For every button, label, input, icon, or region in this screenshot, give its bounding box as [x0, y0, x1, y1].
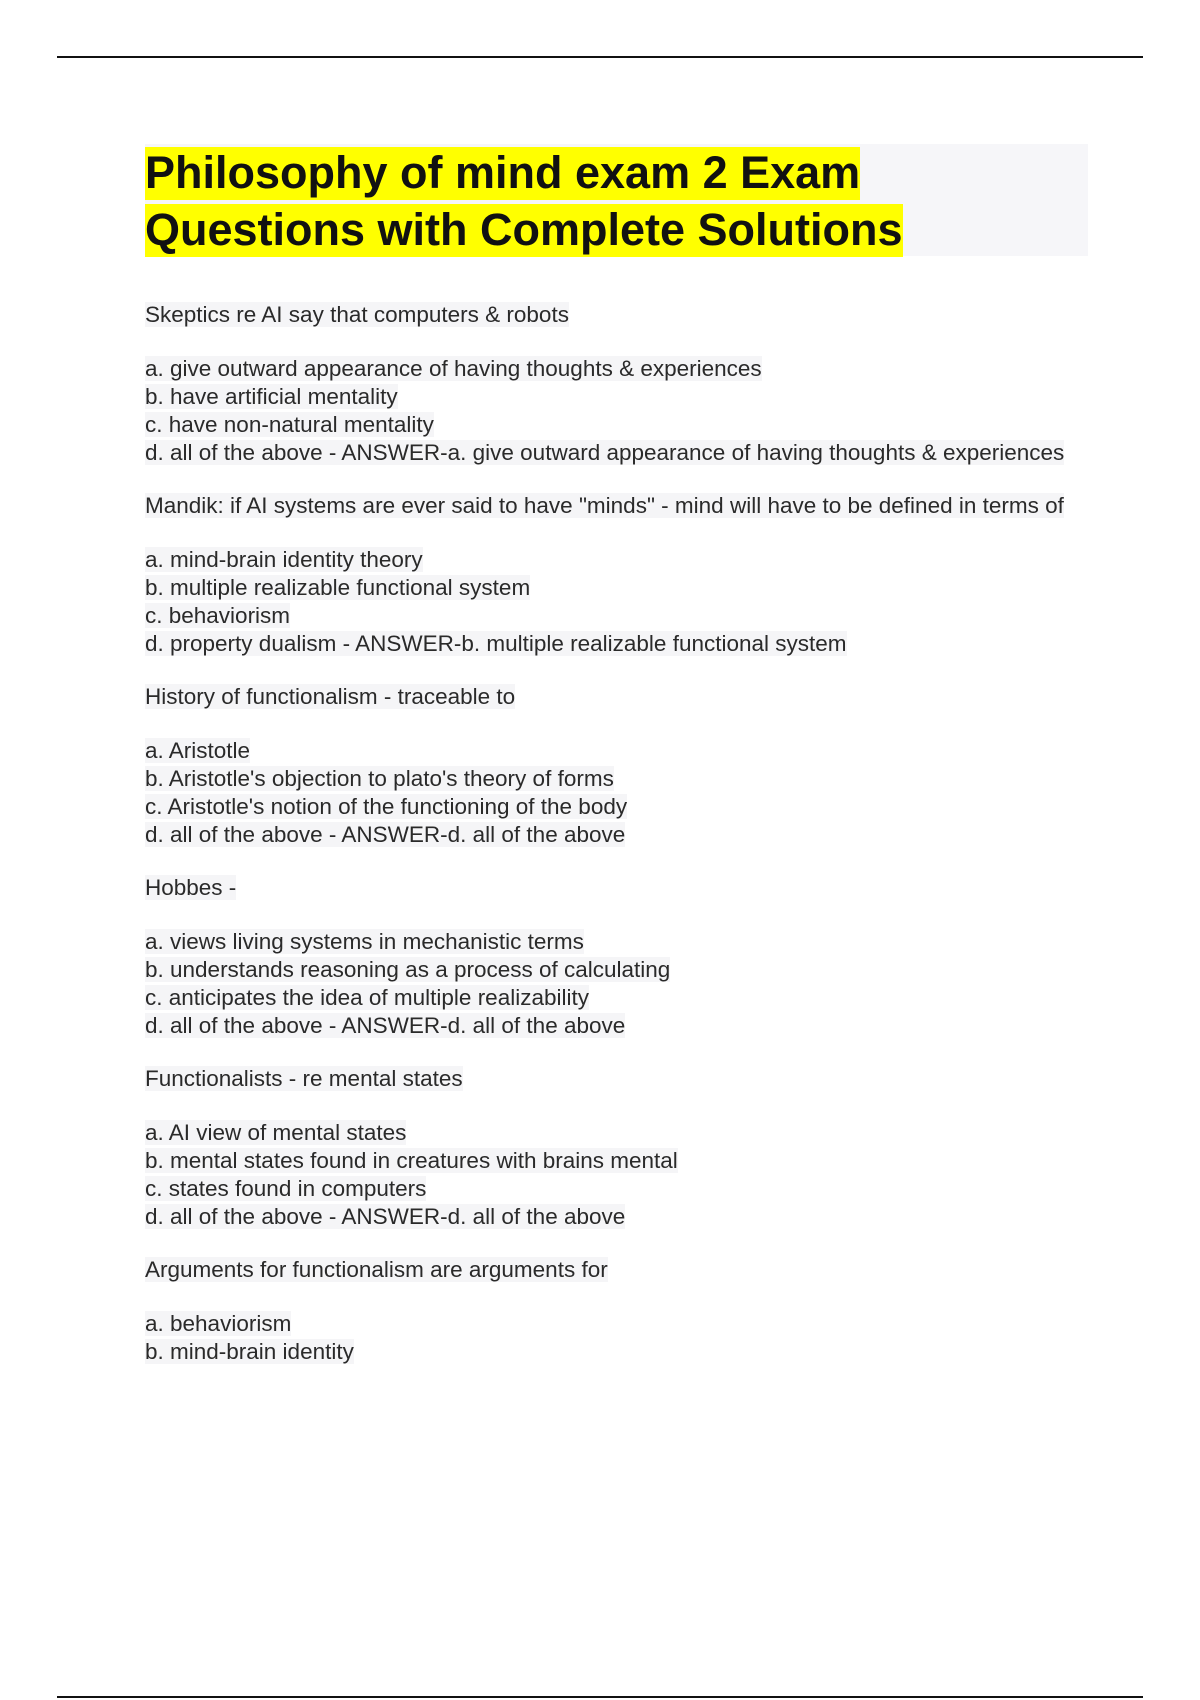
question-block: [145, 1065, 1075, 1231]
question-block: [145, 301, 1075, 467]
option-answer: d. all of the above - ANSWER-a. give outward appearance of having thoughts & experiences: [145, 440, 1065, 465]
option-answer: d. property dualism - ANSWER-b. multiple realizable functional system: [145, 631, 847, 656]
title-block: [145, 144, 1088, 256]
page-title: [145, 144, 1088, 258]
option: c. anticipates the idea of multiple realizability: [145, 985, 589, 1010]
option: a. mind-brain identity theory: [145, 547, 423, 572]
option-answer: d. all of the above - ANSWER-d. all of the above: [145, 1204, 626, 1229]
option: c. Aristotle's notion of the functioning of the body: [145, 794, 628, 819]
option: a. behaviorism: [145, 1311, 292, 1336]
question-block: [145, 492, 1075, 658]
question-text: Arguments for functionalism are arguments for: [145, 1257, 608, 1282]
option: b. mental states found in creatures with brains mental: [145, 1148, 678, 1173]
option: b. Aristotle's objection to plato's theory of forms: [145, 766, 614, 791]
option: c. have non-natural mentality: [145, 412, 434, 437]
option: a. AI view of mental states: [145, 1120, 407, 1145]
question-text: Functionalists - re mental states: [145, 1066, 463, 1091]
question-block: [145, 1256, 1075, 1366]
option-answer: d. all of the above - ANSWER-d. all of the above: [145, 822, 626, 847]
option: b. mind-brain identity: [145, 1339, 354, 1364]
option: a. give outward appearance of having thoughts & experiences: [145, 356, 762, 381]
option: a. views living systems in mechanistic terms: [145, 929, 584, 954]
option: a. Aristotle: [145, 738, 251, 763]
option: b. multiple realizable functional system: [145, 575, 531, 600]
question-text: Skeptics re AI say that computers & robots: [145, 302, 569, 327]
option: c. states found in computers: [145, 1176, 427, 1201]
option: b. have artificial mentality: [145, 384, 398, 409]
top-rule: [57, 56, 1143, 58]
question-text: Hobbes -: [145, 875, 237, 900]
bottom-rule: [57, 1696, 1143, 1698]
question-block: [145, 683, 1075, 849]
question-text: Mandik: if AI systems are ever said to have "minds" - mind will have to be defined in terms of: [145, 493, 1064, 518]
option-answer: d. all of the above - ANSWER-d. all of the above: [145, 1013, 626, 1038]
title-line-2: Questions with Complete Solutions: [145, 204, 903, 255]
option: c. behaviorism: [145, 603, 291, 628]
option: b. understands reasoning as a process of calculating: [145, 957, 671, 982]
question-text: History of functionalism - traceable to: [145, 684, 516, 709]
question-list: [145, 301, 1075, 1391]
title-line-1: Philosophy of mind exam 2 Exam: [145, 147, 861, 198]
question-block: [145, 874, 1075, 1040]
